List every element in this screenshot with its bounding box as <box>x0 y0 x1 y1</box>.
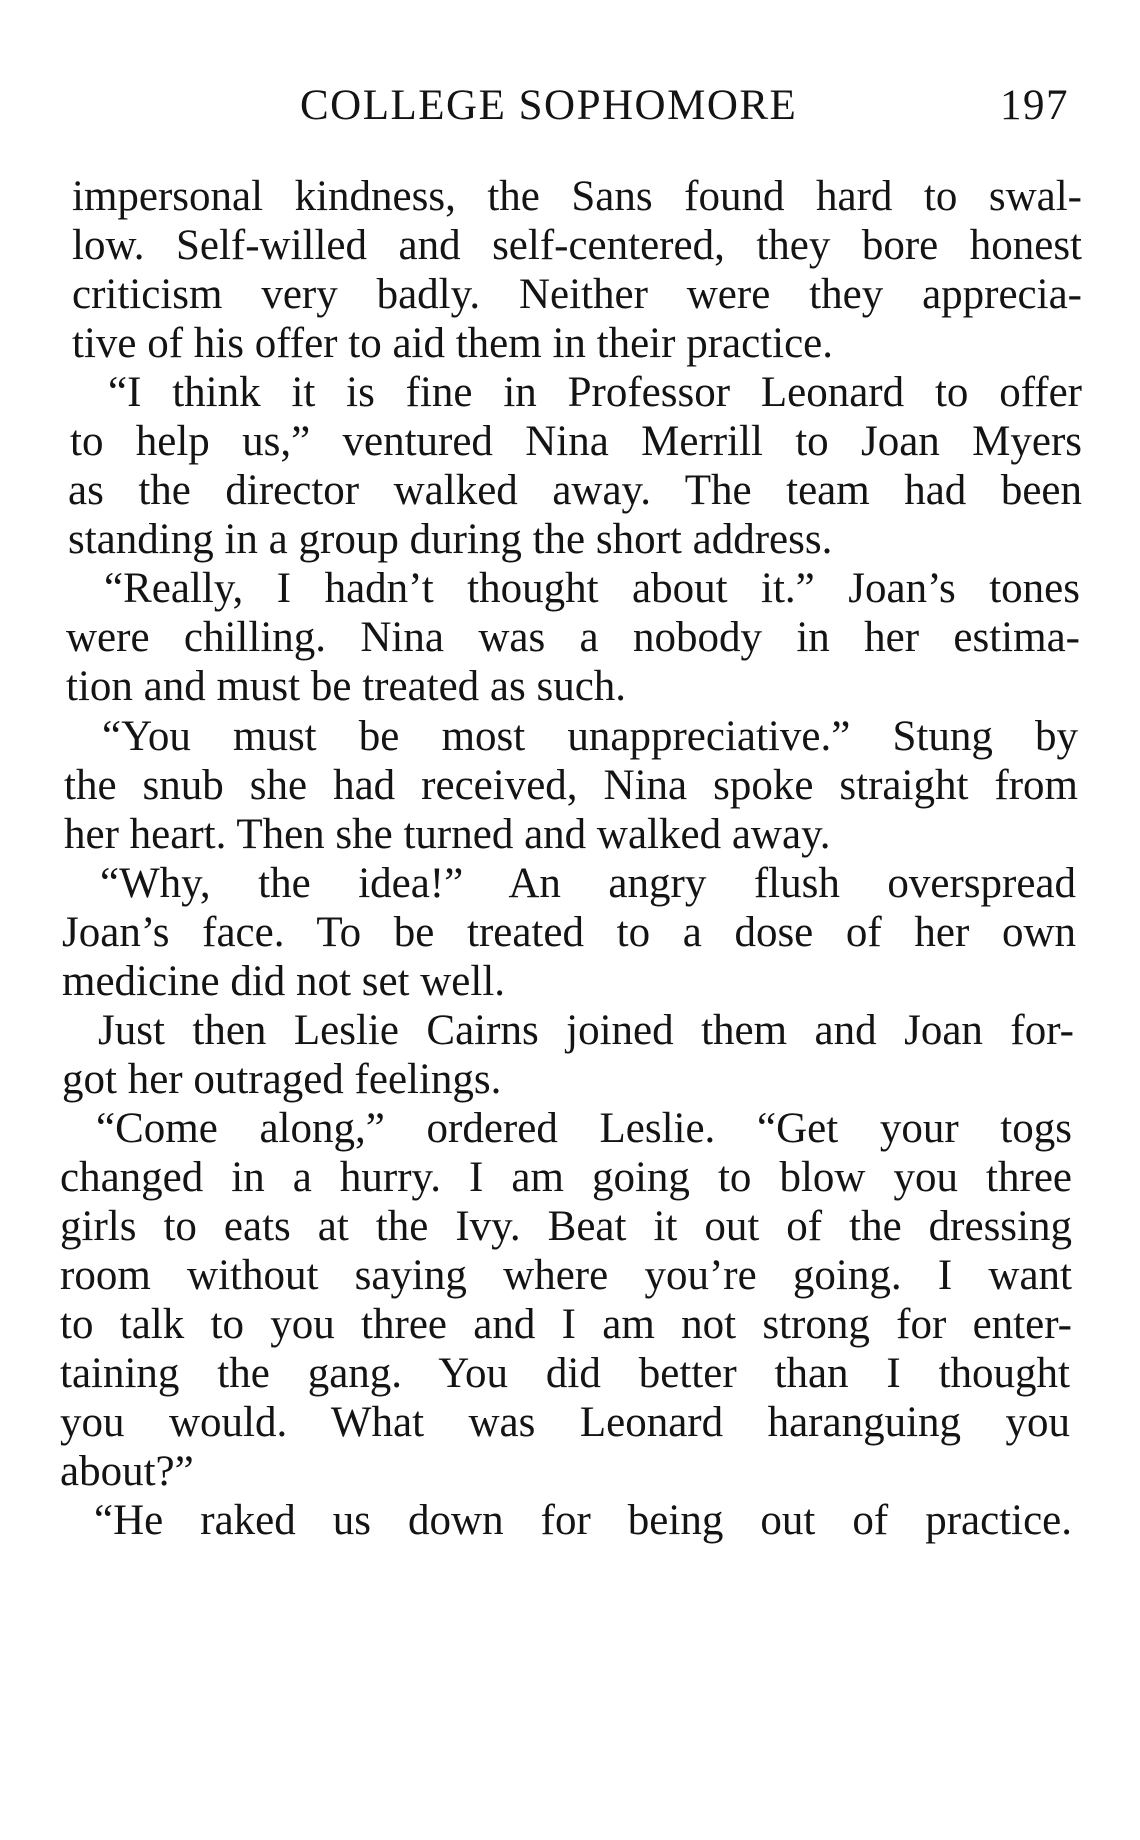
text-line: to talk to you three and I am not strong for enter- <box>60 1301 1072 1348</box>
text-line: got her outraged feelings. <box>62 1056 502 1103</box>
text-line: “Why, the idea!” An angry flush overspread <box>100 860 1076 907</box>
text-line: as the director walked away. The team had been <box>68 467 1082 514</box>
page-number: 197 <box>1000 82 1069 129</box>
text-line: Joan’s face. To be treated to a dose of her own <box>62 909 1076 956</box>
text-line: Just then Leslie Cairns joined them and Joan for- <box>98 1007 1074 1054</box>
text-line: low. Self-willed and self-centered, they bore honest <box>72 222 1082 269</box>
text-line: were chilling. Nina was a nobody in her estima- <box>66 614 1080 661</box>
text-line: to help us,” ventured Nina Merrill to Joan Myers <box>70 418 1082 465</box>
text-line: taining the gang. You did better than I thought <box>60 1350 1070 1397</box>
text-line: the snub she had received, Nina spoke straight from <box>64 762 1078 809</box>
text-line: girls to eats at the Ivy. Beat it out of the dressing <box>60 1203 1072 1250</box>
running-head-title: COLLEGE SOPHOMORE <box>300 82 798 129</box>
running-header <box>300 78 1100 134</box>
text-line: her heart. Then she turned and walked away. <box>64 811 831 858</box>
text-line: standing in a group during the short address. <box>68 516 833 563</box>
text-line: room without saying where you’re going. I want <box>60 1252 1072 1299</box>
text-line: “You must be most unappreciative.” Stung by <box>102 713 1078 760</box>
text-line: changed in a hurry. I am going to blow you three <box>60 1154 1072 1201</box>
text-line: you would. What was Leonard haranguing you <box>60 1399 1070 1446</box>
text-line: impersonal kindness, the Sans found hard to swal- <box>72 173 1082 220</box>
text-line: “Come along,” ordered Leslie. “Get your togs <box>96 1105 1072 1152</box>
text-line: tive of his offer to aid them in their practice. <box>72 320 834 367</box>
text-line: about?” <box>60 1448 194 1495</box>
text-line: medicine did not set well. <box>62 958 506 1005</box>
text-line: criticism very badly. Neither were they apprecia- <box>72 271 1082 318</box>
text-line: “Really, I hadn’t thought about it.” Joan’s tones <box>104 565 1080 612</box>
text-line: “He raked us down for being out of practice. <box>94 1497 1072 1544</box>
text-line: “I think it is fine in Professor Leonard to offer <box>108 369 1082 416</box>
text-line: tion and must be treated as such. <box>66 663 627 710</box>
